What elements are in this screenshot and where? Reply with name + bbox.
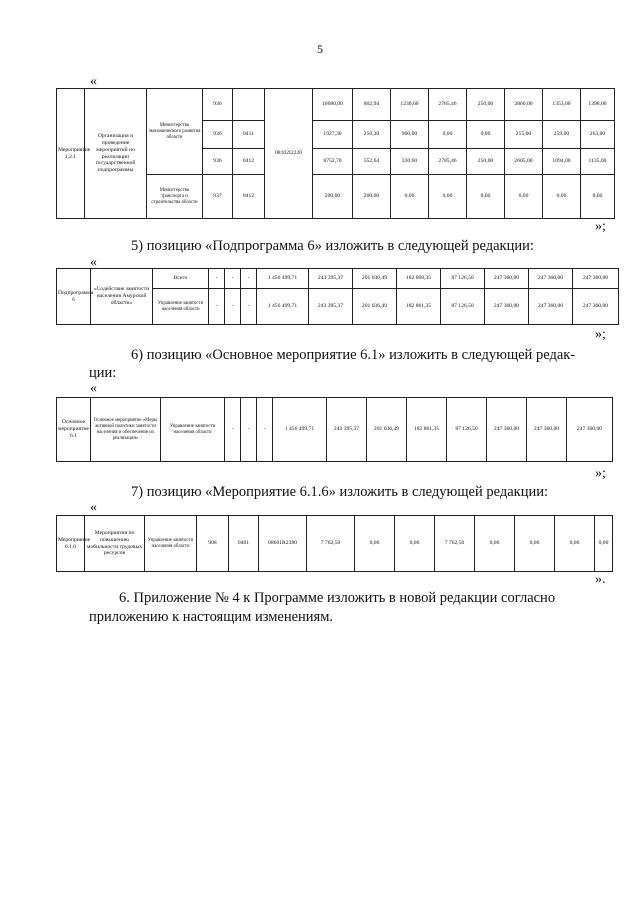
- value-cell: 1 456 499,71: [257, 289, 309, 325]
- value-cell: 182 861,35: [397, 289, 441, 325]
- value-cell: 87 126,50: [441, 269, 485, 289]
- executor-ministry-economy: Министерство экономического развития области: [147, 89, 203, 175]
- value-cell: 259,00: [543, 121, 581, 149]
- value-cell: 200,00: [353, 175, 391, 219]
- dash-cell: -: [241, 289, 257, 325]
- dash-cell: -: [209, 289, 225, 325]
- opening-quote-3: «: [90, 381, 97, 396]
- row-name: Основное мероприятие «Меры активной политики занятости населения и обеспечение их реализации»: [91, 398, 161, 462]
- dash-cell: -: [225, 269, 241, 289]
- value-cell: 0,00: [515, 516, 555, 572]
- total-label: Всего: [153, 269, 209, 289]
- value-cell: 250,00: [467, 149, 505, 175]
- target-article-cell: 08601R2380: [259, 516, 307, 572]
- table-subprogram-6: [56, 268, 619, 325]
- row-name: «Содействие занятости населения Амурской области»: [91, 269, 153, 325]
- grbs-cell: 936: [203, 89, 233, 121]
- row-code: Основное мероприятие 6.1: [57, 398, 91, 462]
- value-cell: 1353,00: [543, 89, 581, 121]
- value-cell: 1 456 499,71: [257, 269, 309, 289]
- row-code: Подпрограмма 6: [57, 269, 91, 325]
- rzpr-cell: 0411: [233, 121, 265, 149]
- value-cell: 247 360,00: [529, 289, 573, 325]
- paragraph-7: 7) позицию «Мероприятие 6.1.6» изложить в следующей редакции:: [131, 484, 548, 500]
- value-cell: 201 036,49: [353, 289, 397, 325]
- dash-cell: -: [225, 398, 241, 462]
- value-cell: 243 395,37: [309, 269, 353, 289]
- grbs-cell: 936: [203, 121, 233, 149]
- value-cell: 247 360,00: [573, 269, 619, 289]
- paragraph-5: 5) позицию «Подпрограмма 6» изложить в следующей редакции:: [131, 238, 534, 254]
- value-cell: 250,30: [353, 121, 391, 149]
- page-number: 5: [317, 42, 323, 56]
- value-cell: 1135,00: [581, 149, 615, 175]
- dash-cell: -: [225, 289, 241, 325]
- value-cell: 87 126,50: [441, 289, 485, 325]
- rzpr-cell: [233, 89, 265, 121]
- value-cell: 330,60: [391, 149, 429, 175]
- table-measure-1-2-1: [56, 88, 615, 219]
- executor-employment-office: Управление занятости населения области: [153, 289, 209, 325]
- dash-cell: -: [241, 269, 257, 289]
- value-cell: 255,00: [505, 121, 543, 149]
- rzpr-cell: 0412: [233, 175, 265, 219]
- value-cell: 0,00: [475, 516, 515, 572]
- value-cell: 1 456 499,71: [273, 398, 327, 462]
- grbs-cell: 936: [203, 149, 233, 175]
- value-cell: 247 360,00: [527, 398, 567, 462]
- value-cell: 1230,60: [391, 89, 429, 121]
- executor-ministry-transport: Министерство транспорта и строительства области: [147, 175, 203, 219]
- opening-quote-1: «: [90, 74, 97, 89]
- value-cell: 7 762,50: [307, 516, 355, 572]
- grbs-cell: 937: [203, 175, 233, 219]
- value-cell: 0,00: [355, 516, 395, 572]
- value-cell: 7 762,50: [435, 516, 475, 572]
- opening-quote-2: «: [90, 255, 97, 270]
- rzpr-cell: 0401: [229, 516, 259, 572]
- value-cell: 247 360,00: [485, 289, 529, 325]
- dash-cell: -: [241, 398, 257, 462]
- target-article-cell: 08102I2220: [265, 89, 313, 219]
- value-cell: 182 861,35: [407, 398, 447, 462]
- value-cell: 0,00: [429, 121, 467, 149]
- value-cell: 247 360,00: [573, 289, 619, 325]
- value-cell: 87 126,50: [447, 398, 487, 462]
- value-cell: 263,00: [581, 121, 615, 149]
- value-cell: 0,00: [505, 175, 543, 219]
- closing-quote-1: »;: [595, 219, 606, 234]
- value-cell: 0,00: [595, 516, 613, 572]
- rzpr-cell: 0412: [233, 149, 265, 175]
- opening-quote-4: «: [90, 500, 97, 515]
- value-cell: 2785,46: [429, 89, 467, 121]
- value-cell: 247 360,00: [487, 398, 527, 462]
- dash-cell: -: [257, 398, 273, 462]
- row-name: Организация и проведение мероприятий по реализации государственной подпрограммы: [85, 89, 147, 219]
- table-measure-6-1-6: [56, 515, 613, 572]
- executor-employment-office: Управление занятости населения области: [161, 398, 225, 462]
- value-cell: 2860,00: [505, 89, 543, 121]
- closing-quote-3: »;: [595, 466, 606, 481]
- value-cell: 0,00: [467, 175, 505, 219]
- value-cell: 0,00: [395, 516, 435, 572]
- value-cell: 201 036,49: [367, 398, 407, 462]
- final-paragraph-line-2: приложению к настоящим изменениям.: [89, 609, 334, 625]
- value-cell: 243 395,37: [327, 398, 367, 462]
- value-cell: 201 036,49: [353, 269, 397, 289]
- value-cell: 0,00: [429, 175, 467, 219]
- row-name: Мероприятия по повышению мобильности трудовых ресурсов: [85, 516, 145, 572]
- value-cell: 1094,00: [543, 149, 581, 175]
- value-cell: 0,00: [543, 175, 581, 219]
- value-cell: 250,00: [467, 89, 505, 121]
- value-cell: 0,00: [555, 516, 595, 572]
- value-cell: 243 395,37: [309, 289, 353, 325]
- value-cell: 0,00: [391, 175, 429, 219]
- value-cell: 8752,70: [313, 149, 353, 175]
- value-cell: 900,00: [391, 121, 429, 149]
- paragraph-6-line-1: 6) позицию «Основное мероприятие 6.1» изложить в следующей редак-: [131, 347, 576, 363]
- table-main-measure-6-1: [56, 397, 613, 462]
- dash-cell: -: [209, 269, 225, 289]
- value-cell: 552,64: [353, 149, 391, 175]
- paragraph-6-line-2: ции:: [89, 365, 117, 381]
- value-cell: 247 360,00: [529, 269, 573, 289]
- grbs-cell: 908: [197, 516, 229, 572]
- closing-quote-2: »;: [595, 327, 606, 342]
- value-cell: 802,94: [353, 89, 391, 121]
- value-cell: 2785,46: [429, 149, 467, 175]
- value-cell: 182 868,35: [397, 269, 441, 289]
- value-cell: 2605,00: [505, 149, 543, 175]
- value-cell: 247 360,00: [567, 398, 613, 462]
- value-cell: 0,00: [467, 121, 505, 149]
- executor-employment-office: Управление занятости населения области: [145, 516, 197, 572]
- value-cell: 200,00: [313, 175, 353, 219]
- value-cell: 247 360,00: [485, 269, 529, 289]
- closing-quote-4: ».: [595, 572, 606, 587]
- value-cell: 1398,00: [581, 89, 615, 121]
- value-cell: 10680,00: [313, 89, 353, 121]
- value-cell: 0,00: [581, 175, 615, 219]
- value-cell: 1927,30: [313, 121, 353, 149]
- final-paragraph-line-1: 6. Приложение № 4 к Программе изложить в новой редакции согласно: [119, 590, 556, 606]
- row-code: Мероприятие 6.1.6: [57, 516, 85, 572]
- row-code: Мероприятие 1.2.1: [57, 89, 85, 219]
